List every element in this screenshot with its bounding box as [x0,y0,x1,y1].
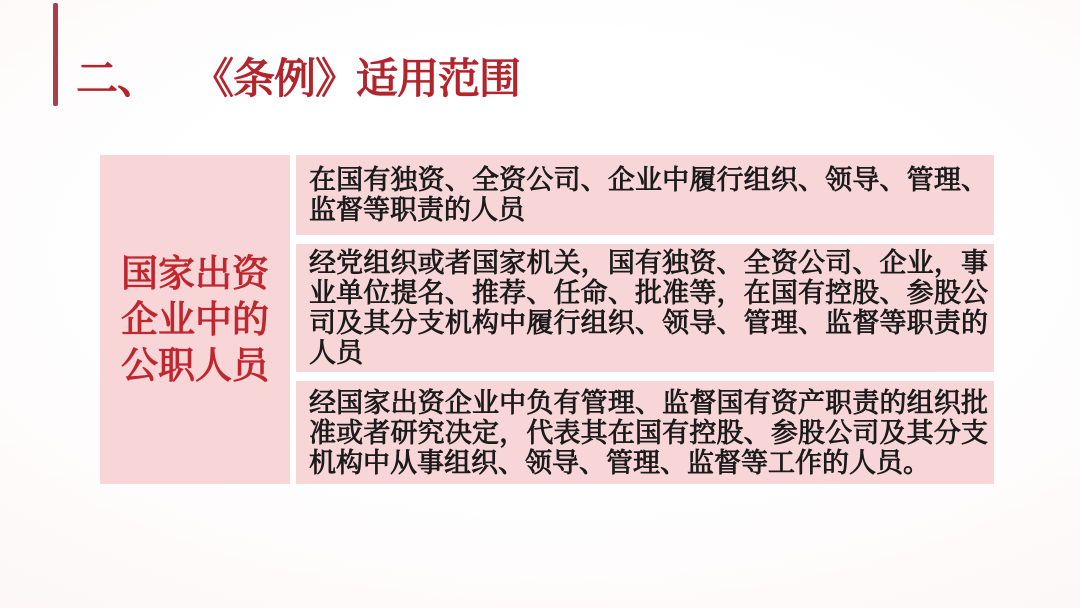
title-accent-bar [53,3,58,106]
table-cell-text: 经党组织或者国家机关，国有独资、全资公司、企业，事业单位提名、推荐、任命、批准等，在国有控股、参股公司及其分支机构中履行组织、领导、管理、监督等职责的人员 [309,248,988,368]
table-cell-text: 经国家出资企业中负有管理、监督国有资产职责的组织批准或者研究决定，代表其在国有控股、参股公司及其分支机构中从事组织、领导、管理、监督等工作的人员。 [309,387,988,478]
scope-table [100,155,994,484]
table-header-line: 公职人员 [121,344,269,386]
table-header-cell [100,155,290,484]
table-cell-text: 在国有独资、全资公司、企业中履行组织、领导、管理、监督等职责的人员 [309,165,988,225]
table-row [296,244,994,372]
table-header-line: 企业中的 [121,298,269,340]
table-rows [296,155,994,484]
page-title [76,55,521,102]
title-text: 《条例》适用范围 [192,55,521,102]
table-header-line: 国家出资 [121,252,269,294]
table-row [296,381,994,484]
table-row [296,155,994,235]
title-section-number: 二、 [76,55,159,102]
